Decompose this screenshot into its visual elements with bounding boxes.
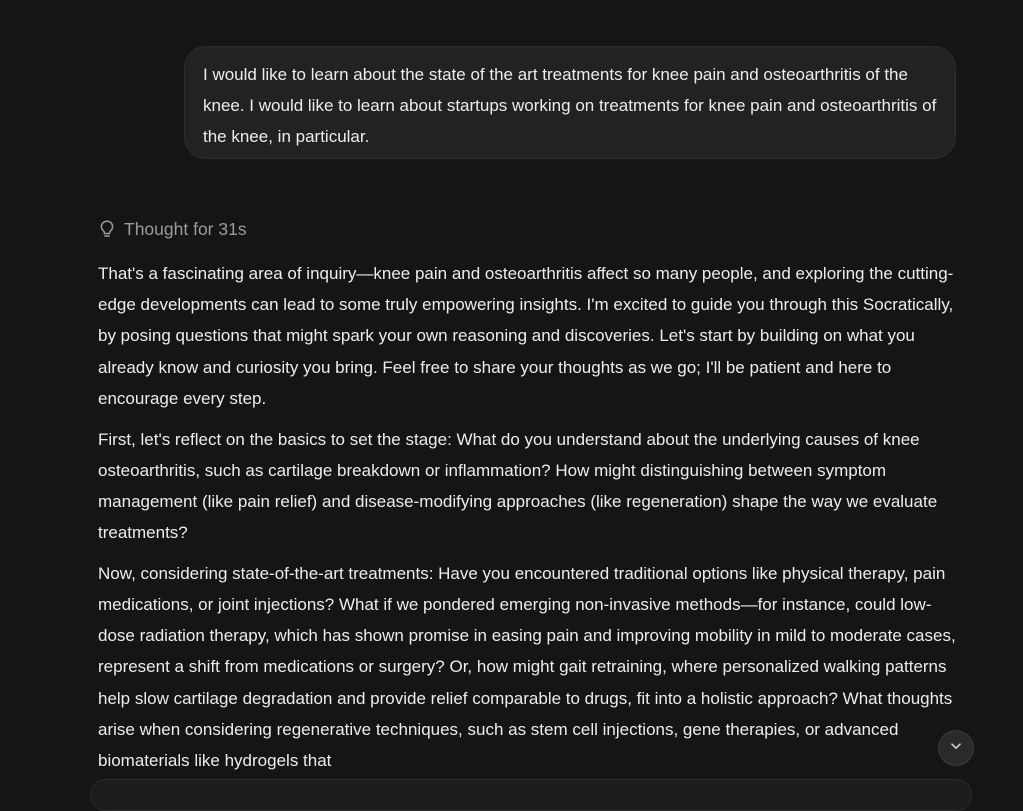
message-composer[interactable] [90, 779, 972, 811]
user-message-bubble [184, 46, 956, 159]
thought-label: Thought for 31s [124, 218, 247, 239]
user-message-text: I would like to learn about the state of the art treatments for knee pain and osteoarthritis of the knee. I would like to learn about startups working on treatments for knee pain and osteoarthritis of the knee, in particular. [203, 65, 937, 146]
response-paragraph: Now, considering state-of-the-art treatments: Have you encountered traditional options like physical therapy, pain medications, or joint injections? What if we pondered emerging non-invasive methods—for instance, could low-dose radiation therapy, which has shown promise in easing pain and improving mobility in mild to moderate cases, represent a shift from medications or surgery? Or, how might gait retraining, where personalized walking patterns help slow cartilage degradation and provide relief comparable to drugs, fit into a holistic approach? What thoughts arise when considering regenerative techniques, such as stem cell injections, gene therapies, or advanced biomaterials like hydrogels that [98, 563, 956, 771]
response-paragraph: First, let's reflect on the basics to set the stage: What do you understand about the underlying causes of knee osteoarthritis, such as cartilage breakdown or inflammation? How might distinguishing between symptom management (like pain relief) and disease-modifying approaches (like regeneration) shape the way we evaluate treatments? [98, 429, 938, 543]
response-paragraph: That's a fascinating area of inquiry—knee pain and osteoarthritis affect so many people, and exploring the cutting-edge developments can lead to some truly empowering insights. I'm excited to guide you through this Socratically, by posing questions that might spark your own reasoning and discoveries. Let's start by building on what you already know and curiosity you bring. Feel free to share your thoughts as we go; I'll be patient and here to encourage every step. [98, 264, 954, 408]
assistant-response [98, 258, 960, 786]
scroll-to-bottom-button[interactable] [938, 730, 974, 766]
chevron-down-icon [949, 739, 963, 758]
thought-toggle[interactable] [98, 217, 247, 241]
lightbulb-icon [98, 219, 116, 239]
